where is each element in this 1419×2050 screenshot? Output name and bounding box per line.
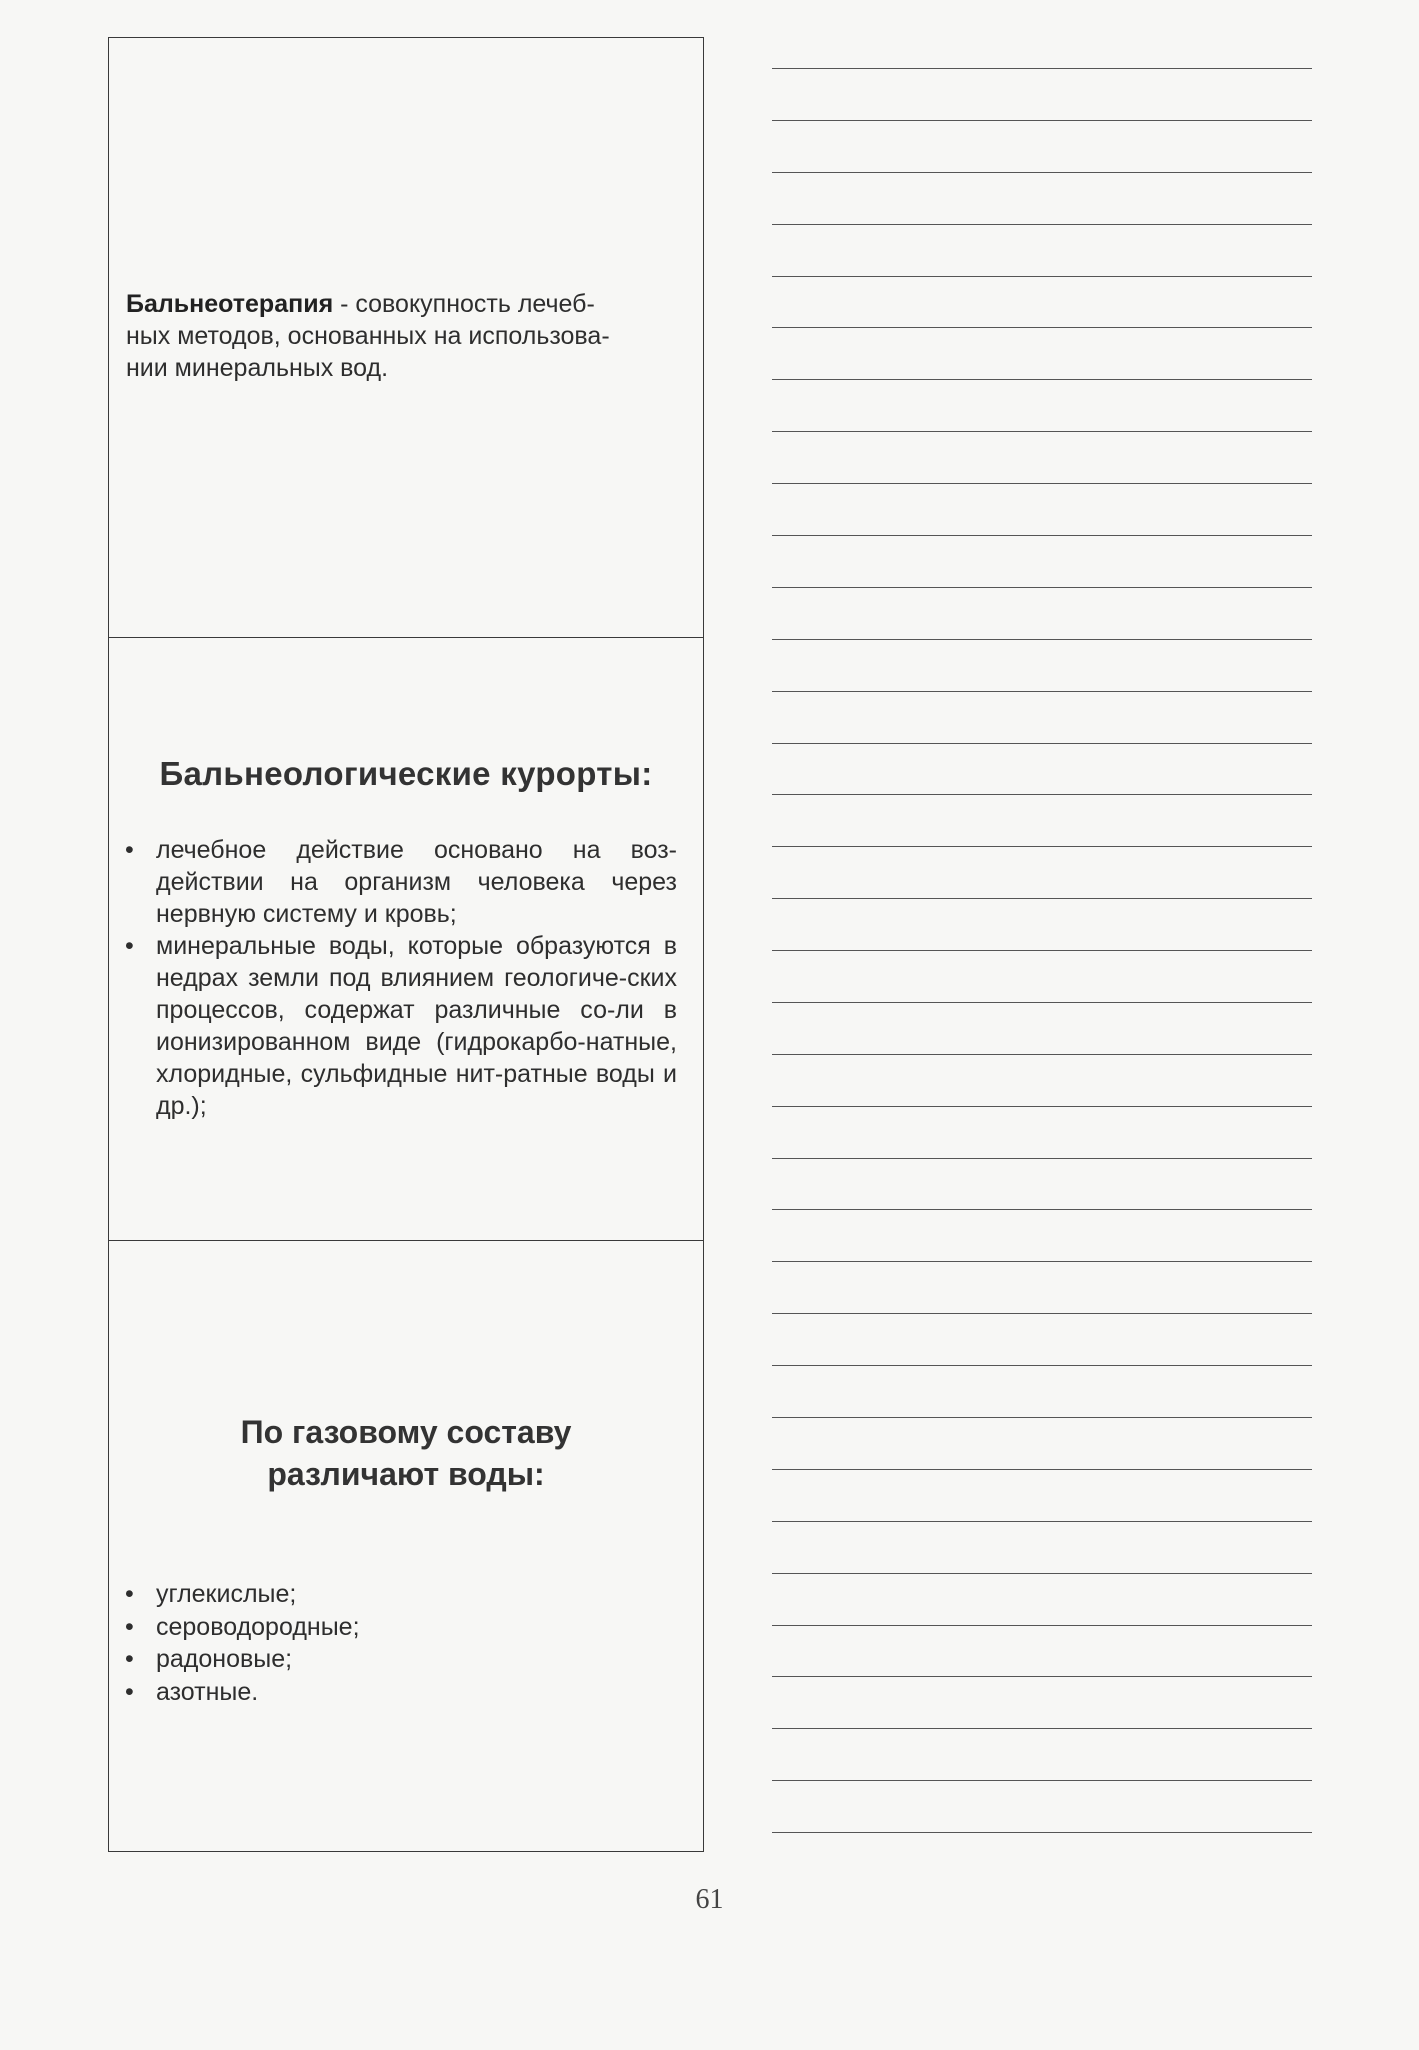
ruled-line	[772, 794, 1312, 795]
ruled-line	[772, 846, 1312, 847]
bullet-icon: •	[125, 1677, 134, 1706]
definition-line-2: ных методов, основанных на использова-	[126, 322, 610, 350]
gas-composition-panel	[109, 1241, 703, 1853]
resorts-panel	[109, 638, 703, 1241]
bullet-icon: •	[125, 1645, 134, 1673]
ruled-line	[772, 535, 1312, 536]
ruled-line	[772, 1625, 1312, 1626]
resorts-heading: Бальнеологические курорты:	[159, 755, 653, 792]
ruled-line	[772, 1002, 1312, 1003]
ruled-line	[772, 1469, 1312, 1470]
gas-item-3: радоновые;	[156, 1645, 293, 1673]
list-item	[121, 1611, 621, 1644]
ruled-line	[772, 483, 1312, 484]
ruled-line	[772, 224, 1312, 225]
ruled-line	[772, 1106, 1312, 1107]
ruled-line	[772, 1832, 1312, 1833]
list-item	[121, 1643, 621, 1676]
ruled-notes-area	[772, 0, 1312, 1860]
ruled-line	[772, 1573, 1312, 1574]
list-item	[121, 1676, 621, 1709]
ruled-line	[772, 1676, 1312, 1677]
ruled-line	[772, 743, 1312, 744]
info-panels-frame	[108, 37, 704, 1852]
gas-item-1: углекислые;	[156, 1580, 297, 1608]
ruled-line	[772, 639, 1312, 640]
resorts-list	[121, 834, 677, 1122]
ruled-line	[772, 898, 1312, 899]
ruled-line	[772, 276, 1312, 277]
ruled-line	[772, 691, 1312, 692]
list-item	[121, 1578, 621, 1611]
ruled-line	[772, 1054, 1312, 1055]
ruled-line	[772, 431, 1312, 432]
gas-item-2: сероводородные;	[156, 1612, 360, 1641]
list-item	[121, 930, 677, 1122]
ruled-line	[772, 379, 1312, 380]
definition-line-1: - совокупность лечеб-	[333, 290, 595, 318]
gas-list	[121, 1578, 621, 1708]
resorts-item-2: минеральные воды, которые образуются в недрах земли под влиянием геологиче-ских процессов, содержат различные со-ли в ионизированном виде (гидрокарбо-натные, хлоридные, сульфидные нит-ратные воды и др.);	[156, 932, 677, 1120]
ruled-line	[772, 587, 1312, 588]
ruled-line	[772, 1313, 1312, 1314]
ruled-line	[772, 172, 1312, 173]
definition-line-3: нии минеральных вод.	[126, 354, 389, 382]
gas-heading-line-1: По газовому составу	[240, 1414, 572, 1450]
ruled-line	[772, 1261, 1312, 1262]
ruled-line	[772, 120, 1312, 121]
ruled-line	[772, 327, 1312, 328]
ruled-line	[772, 1365, 1312, 1366]
ruled-line	[772, 1158, 1312, 1159]
bullet-icon: •	[125, 1580, 134, 1608]
ruled-line	[772, 1521, 1312, 1522]
page-number: 61	[695, 1884, 724, 1915]
list-item	[121, 834, 677, 930]
ruled-line	[772, 950, 1312, 951]
ruled-line	[772, 1780, 1312, 1781]
bullet-icon: •	[125, 836, 134, 864]
resorts-item-1: лечебное действие основано на воз-действии на организм человека через нервную систему и кровь;	[156, 836, 677, 928]
ruled-line	[772, 1209, 1312, 1210]
definition-panel	[109, 38, 703, 638]
definition-text	[126, 288, 666, 384]
gas-heading	[109, 1411, 703, 1495]
ruled-line	[772, 1728, 1312, 1729]
ruled-line	[772, 68, 1312, 69]
gas-heading-line-2: различают воды:	[267, 1456, 545, 1492]
definition-term: Бальнеотерапия	[126, 290, 334, 318]
bullet-icon: •	[125, 1612, 134, 1641]
ruled-line	[772, 1417, 1312, 1418]
gas-item-4: азотные.	[156, 1677, 259, 1706]
bullet-icon: •	[125, 932, 134, 960]
